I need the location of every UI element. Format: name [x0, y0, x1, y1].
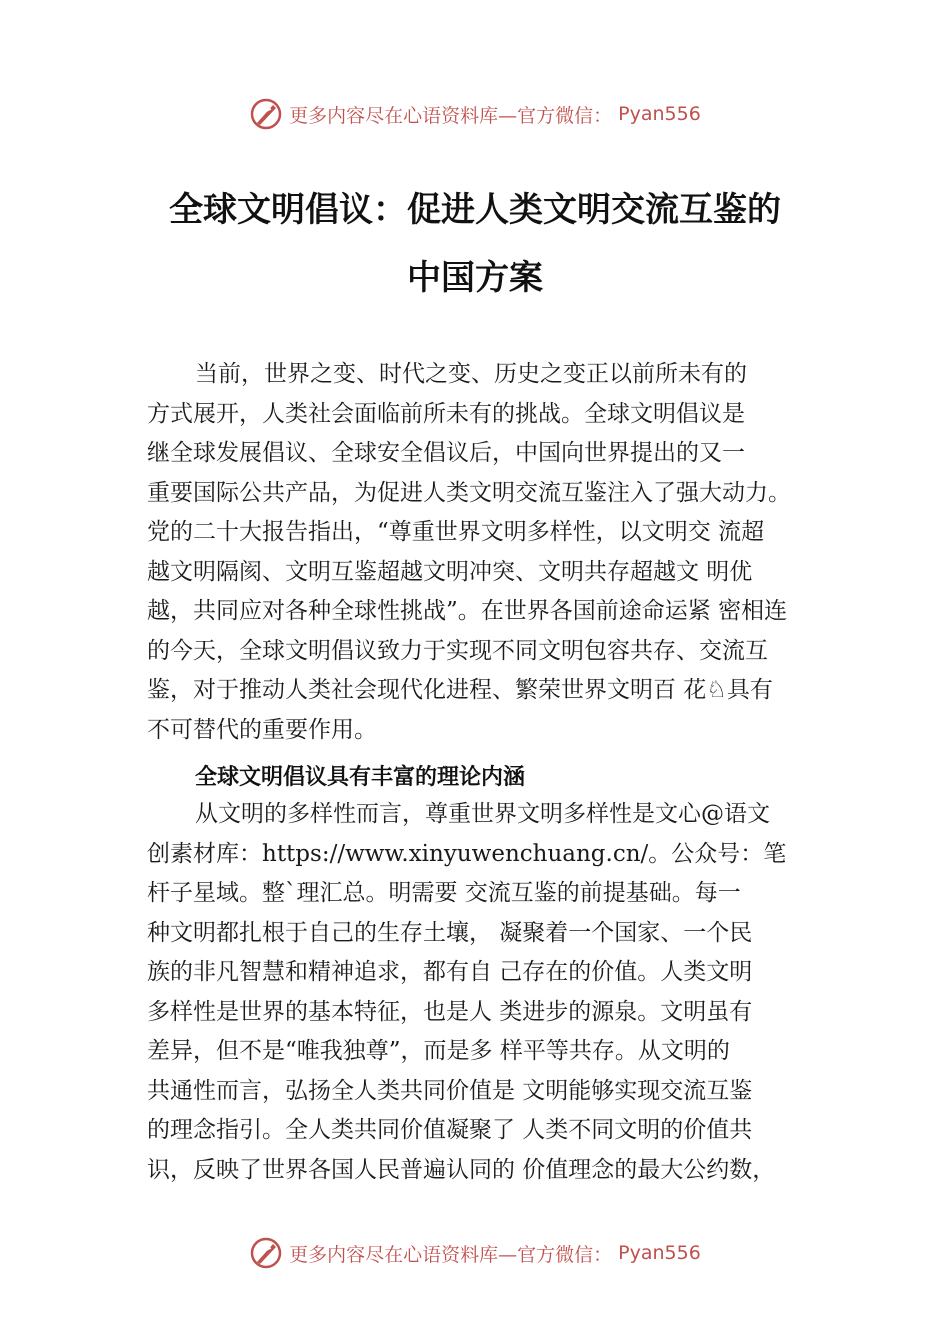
- paragraph-intro: [147, 355, 847, 750]
- document-title-line-1: 全球文明倡议：促进人类文明交流互鉴的: [169, 190, 781, 230]
- text-line: 继全球发展倡议、全球安全倡议后，中国向世界提出的又一: [147, 440, 745, 466]
- document-title-line-2: 中国方案: [407, 258, 543, 298]
- banner-text: 更多内容尽在心语资料库—官方微信：: [289, 104, 613, 127]
- text-line: 种文明都扎根于自己的生存土壤， 凝聚着一个国家、一个民: [147, 919, 753, 946]
- text-line: 多样性是世界的基本特征，也是人 类进步的源泉。文明虽有: [147, 998, 753, 1025]
- text-line: 共通性而言，弘扬全人类共同价值是 文明能够实现交流互鉴: [147, 1077, 753, 1104]
- header-banner: [0, 94, 950, 134]
- text-line: 差异，但不是“唯我独尊”，而是多 样平等共存。从文明的: [147, 1038, 730, 1064]
- footer-banner: [0, 1233, 950, 1273]
- text-line: 越，共同应对各种全球性挑战”。在世界各国前途命运紧 密相连: [147, 598, 788, 624]
- text-line: 当前，世界之变、时代之变、历史之变正以前所未有的: [195, 361, 747, 387]
- text-line: 族的非凡智慧和精神追求，都有自 己存在的价值。人类文明: [147, 959, 753, 985]
- text-line: 不可替代的重要作用。: [147, 716, 377, 743]
- banner-text: 更多内容尽在心语资料库—官方微信：: [289, 1243, 613, 1266]
- text-line: 党的二十大报告指出，“尊重世界文明多样性，以文明交 流超: [147, 519, 765, 545]
- text-line: 鉴，对于推动人类社会现代化进程、繁荣世界文明百 花♘具有: [147, 677, 773, 703]
- text-line: 重要国际公共产品，为促进人类文明交流互鉴注入了强大动力。: [147, 479, 791, 506]
- text-line: 的今天，全球文明倡议致力于实现不同文明包容共存、交流互: [147, 637, 768, 664]
- paragraph-theory: [147, 795, 847, 1190]
- text-line: 的理念指引。全人类共同价值凝聚了 人类不同文明的价值共: [147, 1117, 753, 1143]
- text-line: 杆子星域。整`理汇总。明需要 交流互鉴的前提基础。每一: [147, 880, 741, 906]
- quill-logo-icon: [249, 1236, 283, 1270]
- banner-wechat-id: Pyan556: [618, 103, 701, 125]
- text-line: 识，反映了世界各国人民普遍认同的 价值理念的最大公约数，: [147, 1156, 776, 1183]
- quill-logo-icon: [249, 97, 283, 131]
- banner-wechat-id: Pyan556: [618, 1242, 701, 1264]
- text-line: 越文明隔阂、文明互鉴超越文明冲突、文明共存超越文 明优: [147, 558, 753, 585]
- text-line: 创素材库：https://www.xinyuwenchuang.cn/。公众号：笔: [147, 840, 787, 867]
- text-line: 从文明的多样性而言，尊重世界文明多样性是文心@语文: [195, 801, 770, 827]
- section-heading: 全球文明倡议具有丰富的理论内涵: [195, 765, 526, 790]
- text-line: 方式展开，人类社会面临前所未有的挑战。全球文明倡议是: [147, 400, 745, 427]
